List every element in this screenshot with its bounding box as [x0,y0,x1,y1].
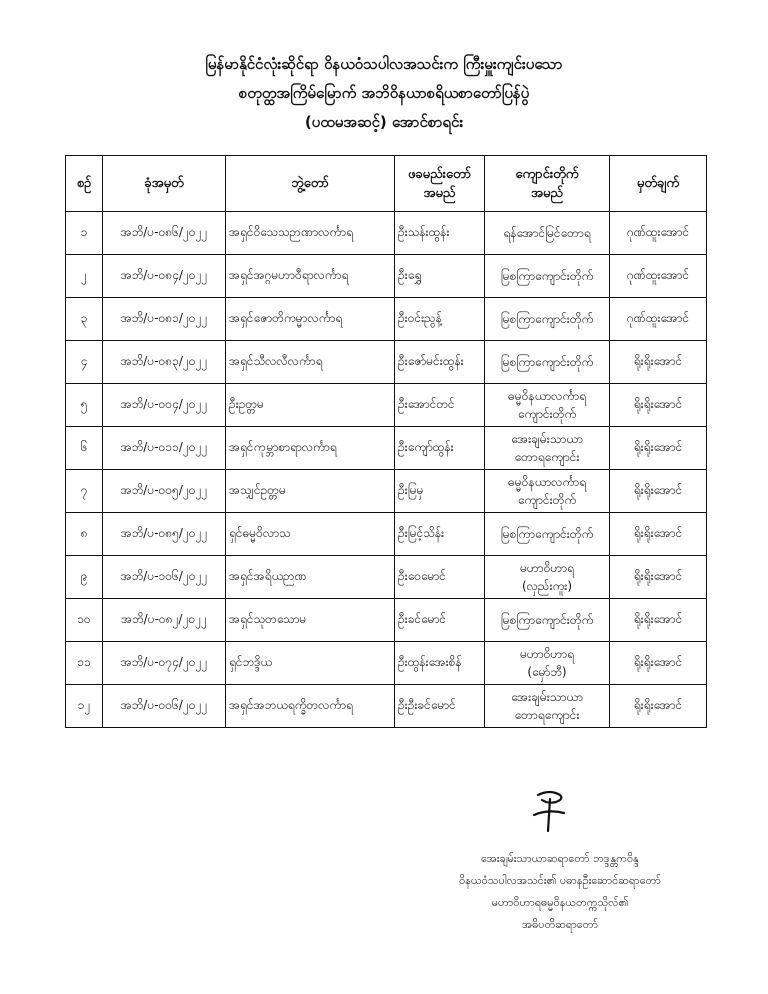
row-school-line-1: မဟာဝိဟာရ [520,561,574,575]
row-teacher-cell: ဦးမြင့်သိန်း [395,513,485,556]
header-reg-no: ခုံအမှတ် [103,156,226,212]
row-reg-no-cell: အဘိ/ပ-၀၇၄/၂၀၂၂ [103,642,226,685]
table-row [66,642,707,685]
row-result-cell: ရိုးရိုးအောင် [610,427,707,470]
table-row [66,384,707,427]
row-school-line-1: အေးချမ်းသာယာ [511,432,583,446]
table-row [66,513,707,556]
row-result-cell: ဂုဏ်ထူးအောင် [610,298,707,341]
table-row [66,599,707,642]
row-no-cell: ၅ [66,384,103,427]
row-no-cell: ၁၁ [66,642,103,685]
row-school-line-1: မဟာဝိဟာရ [520,647,574,661]
header-school-line-1: ကျောင်းတိုက် [515,166,579,182]
row-reg-no-cell: အဘိ/ပ-၀၈၆/၂၀၂၂ [103,212,226,255]
signatory-block [400,848,720,936]
row-name-cell: အရှင်အဂ္ဂမဟာဝီရာလင်္ကာရ [226,255,395,298]
row-no-cell: ၇ [66,470,103,513]
row-no-cell: ၁၂ [66,685,103,728]
row-school-cell [485,298,610,341]
signatory-line-3: မဟာဝိဟာရဓမ္မဝိနယတက္ကသိုလ်၏ [491,896,629,909]
row-name-cell: အရှင်ဇောတိကမ္မာလင်္ကာရ [226,298,395,341]
header-teacher [395,156,485,212]
row-result-cell: ရိုးရိုးအောင် [610,384,707,427]
row-result-cell: ရိုးရိုးအောင် [610,341,707,384]
row-name-cell: အသျှင်ဥတ္တမ [226,470,395,513]
row-no-cell: ၁၀ [66,599,103,642]
row-school-cell [485,212,610,255]
row-school-line-1: ဓမ္မဝိနယာလင်္ကာရ [508,389,586,403]
table-row [66,427,707,470]
row-teacher-cell: ဦးဝင်းညွန့် [395,298,485,341]
row-no-cell: ၁ [66,212,103,255]
row-school-line-1: မြစကြာကျောင်းတိုက် [500,312,594,326]
table-row [66,212,707,255]
row-teacher-cell: ဦးအောင်တင် [395,384,485,427]
row-teacher-cell: ဦးသန်းထွန်း [395,212,485,255]
table-header-row [66,156,707,212]
row-reg-no-cell: အဘိ/ပ-၀၁၁/၂၀၂၂ [103,427,226,470]
row-no-cell: ၈ [66,513,103,556]
row-name-cell: အရှင်ဝိသေသဉာဏာလင်္ကာရ [226,212,395,255]
row-school-line-1: မြစကြာကျောင်းတိုက် [500,613,594,627]
row-no-cell: ၆ [66,427,103,470]
row-teacher-cell: ဦးဦးခင်မောင် [395,685,485,728]
row-reg-no-cell: အဘိ/ပ-၀၈၄/၂၀၂၂ [103,255,226,298]
table-body [66,212,707,728]
row-teacher-cell: ဦးဇော်မင်းထွန်း [395,341,485,384]
row-school-line-2: (မှော်ဘီ) [527,665,567,679]
row-school-line-1: မြစကြာကျောင်းတိုက် [500,355,594,369]
row-school-cell [485,685,610,728]
row-school-line-2: တောရကျောင်း [514,708,580,722]
row-school-cell [485,556,610,599]
table-row [66,341,707,384]
row-reg-no-cell: အဘိ/ပ-၀၀၅/၂၀၂၂ [103,470,226,513]
row-name-cell: အရှင်အဘယရက္ခိတလင်္ကာရ [226,685,395,728]
row-result-cell: ရိုးရိုးအောင် [610,685,707,728]
row-school-cell [485,384,610,427]
signatory-line-4: အဓိပတိဆရာတော် [522,918,598,931]
row-no-cell: ၃ [66,298,103,341]
row-name-cell: ရှင်ဓမ္မဝိလာသ [226,513,395,556]
table-row [66,470,707,513]
row-result-cell: ဂုဏ်ထူးအောင် [610,255,707,298]
row-teacher-cell: ဦးခင်မောင် [395,599,485,642]
row-school-cell [485,599,610,642]
row-name-cell: အရှင်ကုမ္ဘာစာရာလင်္ကာရ [226,427,395,470]
row-teacher-cell: ဦးကျော်ထွန်း [395,427,485,470]
row-school-line-1: ဓမ္မဝိနယာလင်္ကာရ [508,475,586,489]
row-school-line-1: ရန်အောင်မြင်တောရ [503,226,591,240]
row-school-line-2: ကျောင်းတိုက် [517,407,577,421]
row-teacher-cell: ဦးရွှေ [395,255,485,298]
row-name-cell: အရှင်သီလလီလင်္ကာရ [226,341,395,384]
row-result-cell: ဂုဏ်ထူးအောင် [610,212,707,255]
row-school-cell [485,427,610,470]
row-reg-no-cell: အဘိ/ပ-၀၈၅/၂၀၂၂ [103,513,226,556]
row-school-cell [485,470,610,513]
table-row [66,298,707,341]
row-school-line-1: အေးချမ်းသာယာ [511,690,583,704]
row-school-line-2: ကျောင်းတိုက် [517,493,577,507]
header-result: မှတ်ချက် [610,156,707,212]
signatory-line-1: အေးချမ်းသာယာဆရာတော် ဘဒ္ဒန္တကဝိန္ဒ [481,852,639,865]
row-result-cell: ရိုးရိုးအောင် [610,556,707,599]
row-name-cell: အရှင်အရိယဉာဏ [226,556,395,599]
header-teacher-line-2: အမည် [423,185,456,201]
row-result-cell: ရိုးရိုးအောင် [610,599,707,642]
row-school-line-2: တောရကျောင်း [514,450,580,464]
row-school-cell [485,642,610,685]
row-no-cell: ၉ [66,556,103,599]
header-title-line-3: (ပထမအဆင့်) အောင်စာရင်း [304,113,464,131]
row-school-cell [485,255,610,298]
row-school-line-2: (လှည်းကူး) [521,579,573,593]
header-school-line-2: အမည် [531,185,563,201]
row-teacher-cell: ဦးထွန်းအေးစိန် [395,642,485,685]
row-name-cell: ဦးဥတ္တမ [226,384,395,427]
table-row [66,685,707,728]
table-row [66,556,707,599]
row-no-cell: ၂ [66,255,103,298]
signatory-line-2: ဝိနယဝံသပါလအသင်း၏ ပဓာနဦးဆောင်ဆရာတော် [459,874,661,887]
signature-mark [520,785,580,835]
row-result-cell: ရိုးရိုးအောင် [610,513,707,556]
table-row [66,255,707,298]
row-reg-no-cell: အဘိ/ပ-၀၈၃/၂၀၂၂ [103,341,226,384]
row-school-cell [485,513,610,556]
row-reg-no-cell: အဘိ/ပ-၀၀၆/၂၀၂၂ [103,685,226,728]
row-reg-no-cell: အဘိ/ပ-၁၀၆/၂၀၂၂ [103,556,226,599]
row-teacher-cell: ဦးမြမှ [395,470,485,513]
row-result-cell: ရိုးရိုးအောင် [610,470,707,513]
header-title-line-1: မြန်မာနိုင်ငံလုံးဆိုင်ရာ ဝိနယဝံသပါလအသင်းက ကြီးမှူးကျင်းပသော [205,55,563,73]
row-name-cell: ရှင်ဘဒ္ဒိယ [226,642,395,685]
document-header [0,50,768,137]
header-teacher-line-1: ဖခမည်းတော် [407,166,472,182]
row-reg-no-cell: အဘိ/ပ-၀၀၄/၂၀၂၂ [103,384,226,427]
header-school [485,156,610,212]
results-table [65,155,707,728]
header-title-line-2: စတုတ္ထအကြိမ်မြောက် အဘိဝိနယာစရိယစာတော်ပြန်ပွဲ [238,84,530,102]
row-school-line-1: မြစကြာကျောင်းတိုက် [500,269,594,283]
header-no: စဉ် [66,156,103,212]
row-school-line-1: မြစကြာကျောင်းတိုက် [500,527,594,541]
row-no-cell: ၄ [66,341,103,384]
row-school-cell [485,341,610,384]
row-teacher-cell: ဦးဝေမောင် [395,556,485,599]
row-name-cell: အရှင်သုတသောမ [226,599,395,642]
row-reg-no-cell: အဘိ/ပ-၀၈၂/၂၀၂၂ [103,599,226,642]
row-reg-no-cell: အဘိ/ပ-၀၈၁/၂၀၂၂ [103,298,226,341]
header-name: ဘွဲ့တော် [226,156,395,212]
row-result-cell: ရိုးရိုးအောင် [610,642,707,685]
